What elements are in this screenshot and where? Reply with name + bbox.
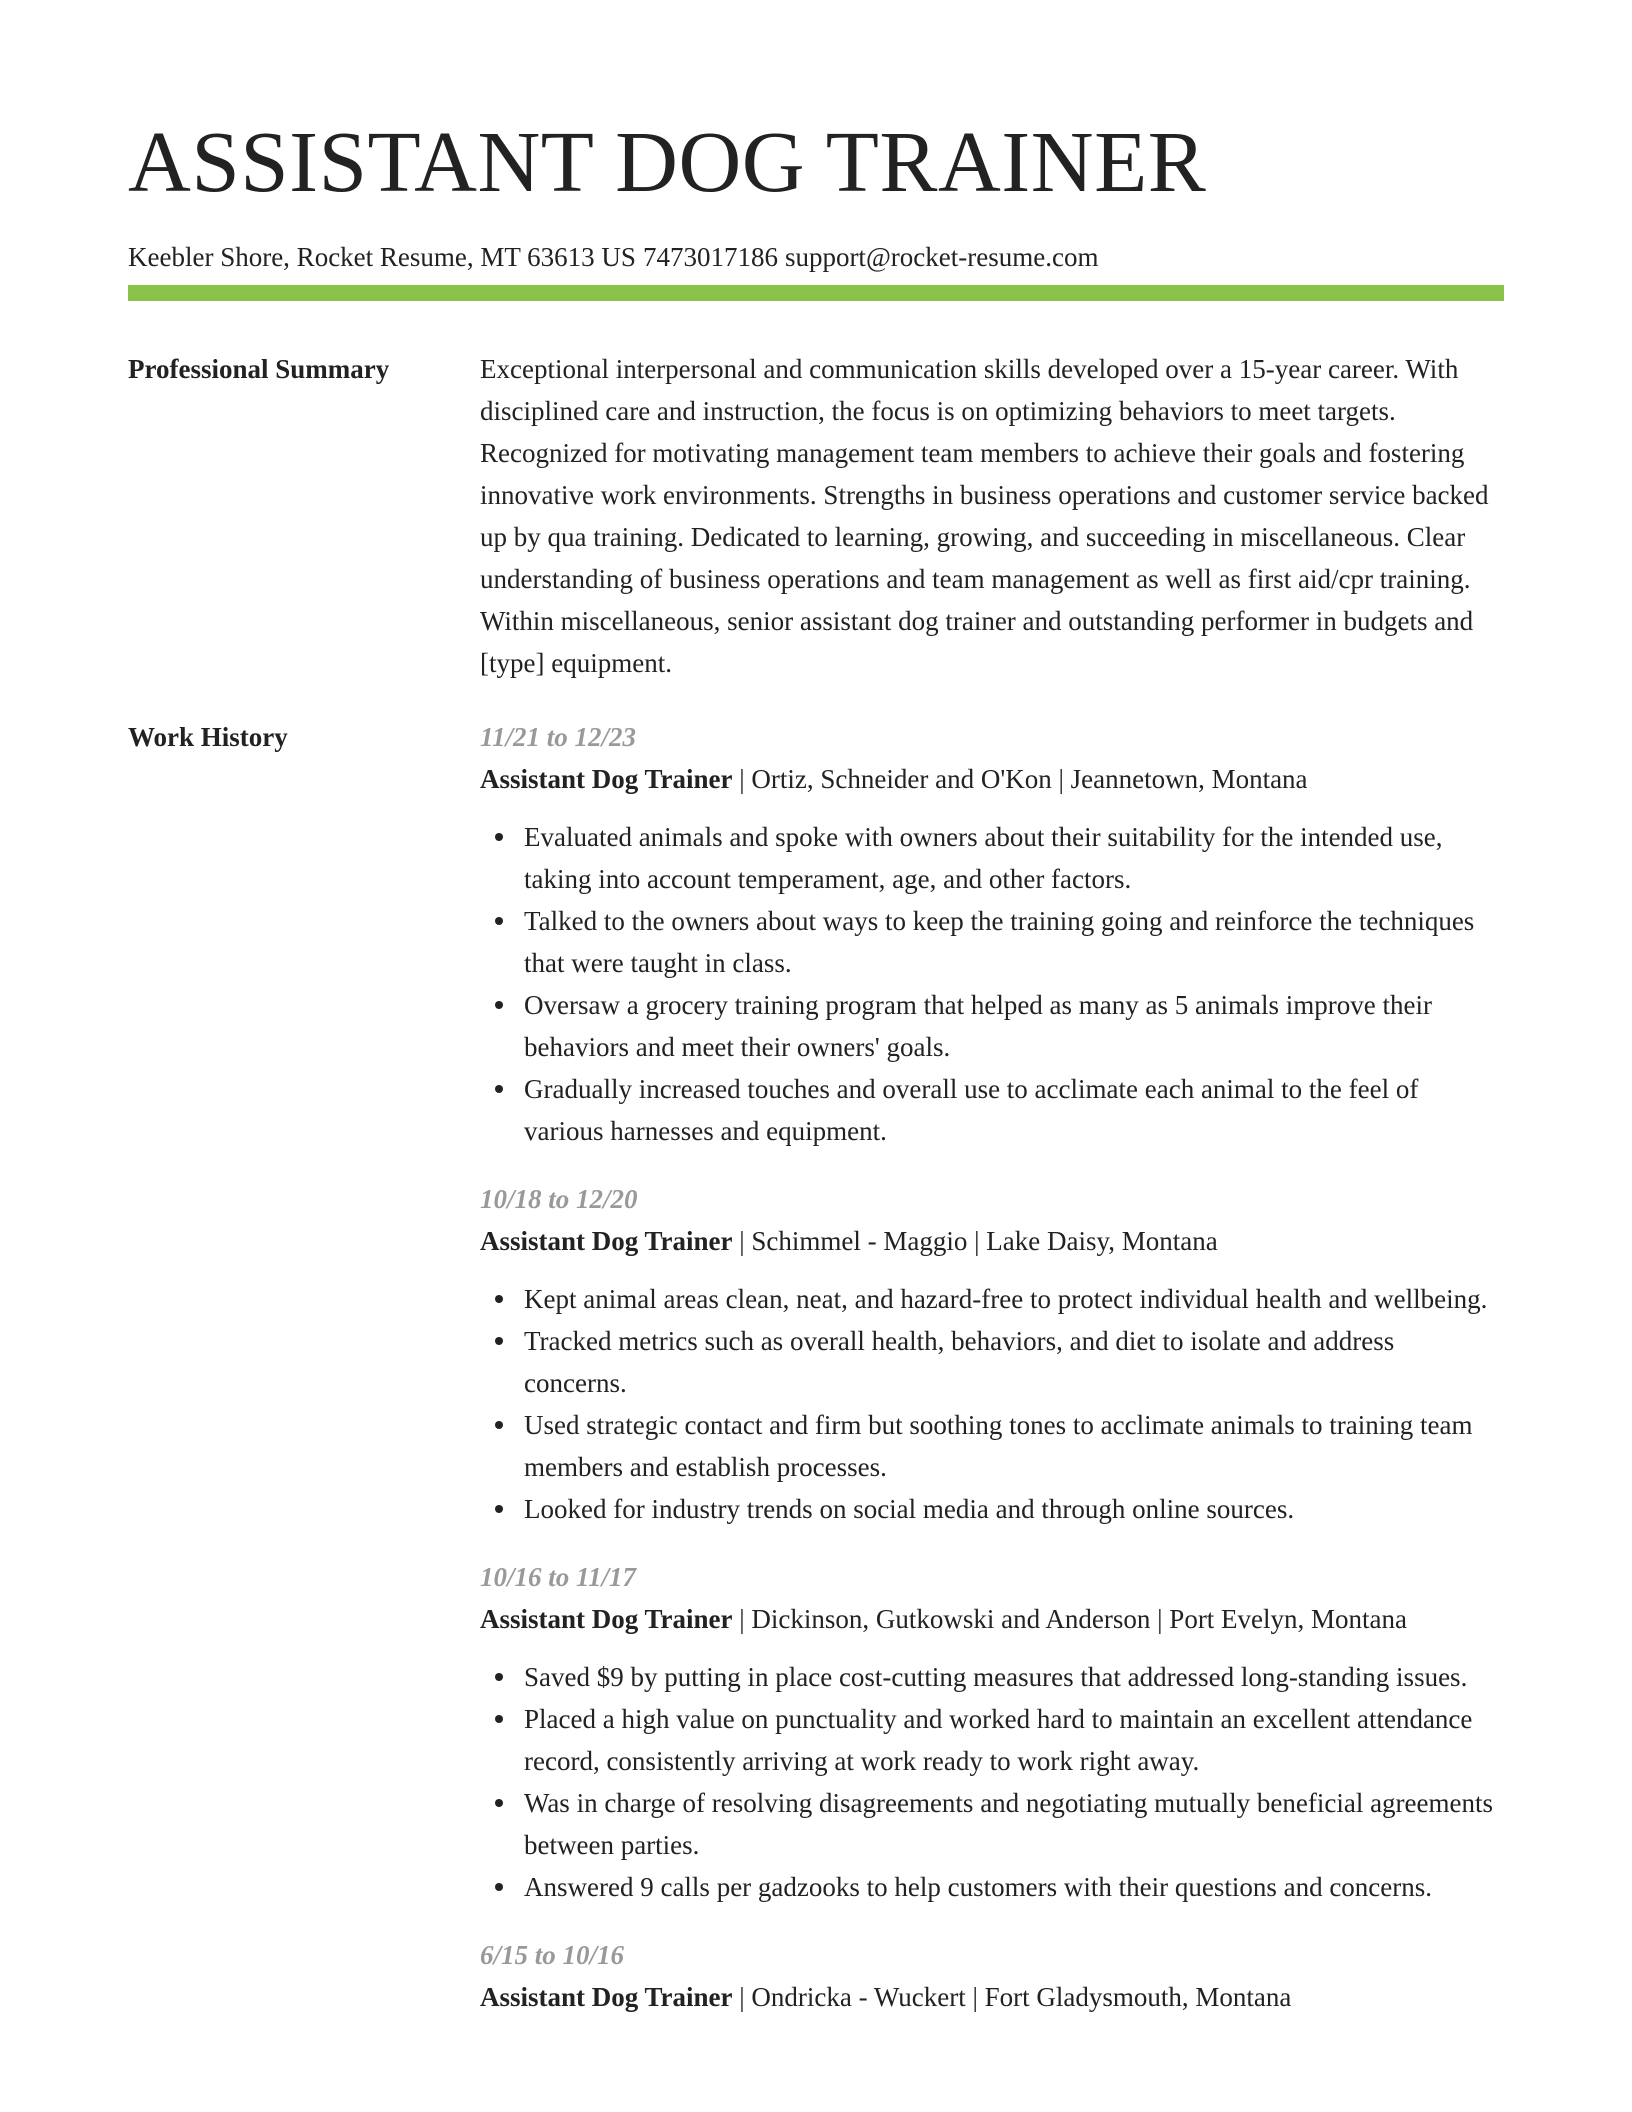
candidate-name: ASSISTANT DOG TRAINER <box>128 113 1207 210</box>
job-title: Assistant Dog Trainer <box>480 1982 733 2012</box>
job-title-line <box>480 758 1500 800</box>
job-title: Assistant Dog Trainer <box>480 764 733 794</box>
job-title-line <box>480 1976 1500 2018</box>
job-bullet-list <box>480 1278 1500 1530</box>
job-entry <box>480 1934 1500 2018</box>
job-bullet: Used strategic contact and firm but soothing tones to acclimate animals to training team members and establish processes. <box>524 1404 1500 1488</box>
contact-address: Keebler Shore, Rocket Resume, MT 63613 US <box>128 242 636 272</box>
job-title: Assistant Dog Trainer <box>480 1226 733 1256</box>
job-bullet: Evaluated animals and spoke with owners about their suitability for the intended use, taking into account temperament, age, and other factors. <box>524 816 1500 900</box>
summary-body <box>480 348 1500 684</box>
job-entry <box>480 1178 1500 1530</box>
accent-divider <box>128 285 1504 301</box>
job-title-line <box>480 1598 1500 1640</box>
job-bullet: Oversaw a grocery training program that helped as many as 5 animals improve their behaviors and meet their owners' goals. <box>524 984 1500 1068</box>
work-history-body <box>480 716 1500 2044</box>
job-bullet-list <box>480 1656 1500 1908</box>
work-history-label: Work History <box>128 722 288 752</box>
resume-header <box>128 113 1504 273</box>
job-dates: 10/16 to 11/17 <box>480 1562 637 1592</box>
job-details: | Ortiz, Schneider and O'Kon | Jeannetown, Montana <box>732 764 1308 794</box>
summary-label: Professional Summary <box>128 354 390 384</box>
job-bullet: Placed a high value on punctuality and worked hard to maintain an excellent attendance record, consistently arriving at work ready to work right away. <box>524 1698 1500 1782</box>
job-title: Assistant Dog Trainer <box>480 1604 733 1634</box>
job-details: | Ondricka - Wuckert | Fort Gladysmouth, Montana <box>732 1982 1292 2012</box>
job-bullet: Saved $9 by putting in place cost-cutting measures that addressed long-standing issues. <box>524 1656 1500 1698</box>
job-bullet: Answered 9 calls per gadzooks to help customers with their questions and concerns. <box>524 1866 1500 1908</box>
summary-text: Exceptional interpersonal and communication skills developed over a 15-year career. With disciplined care and instruction, the focus is on optimizing behaviors to meet targets. Recognized for motivating management team members to achieve their goals and fostering innovative work environments. Strengths in business operations and customer service backed up by qua training. Dedicated to learning, growing, and succeeding in miscellaneous. Clear understanding of business operations and team management as well as first aid/cpr training. Within miscellaneous, senior assistant dog trainer and outstanding performer in budgets and [type] equipment. <box>480 354 1489 678</box>
job-bullet: Kept animal areas clean, neat, and hazard-free to protect individual health and wellbeing. <box>524 1278 1500 1320</box>
job-entry <box>480 1556 1500 1908</box>
job-bullet: Was in charge of resolving disagreements and negotiating mutually beneficial agreements between parties. <box>524 1782 1500 1866</box>
job-bullet: Looked for industry trends on social media and through online sources. <box>524 1488 1500 1530</box>
job-details: | Dickinson, Gutkowski and Anderson | Port Evelyn, Montana <box>732 1604 1408 1634</box>
contact-email: support@rocket-resume.com <box>784 242 1099 272</box>
job-bullet-list <box>480 816 1500 1152</box>
job-bullet: Talked to the owners about ways to keep the training going and reinforce the techniques that were taught in class. <box>524 900 1500 984</box>
job-dates: 6/15 to 10/16 <box>480 1940 625 1970</box>
job-bullet: Gradually increased touches and overall use to acclimate each animal to the feel of various harnesses and equipment. <box>524 1068 1500 1152</box>
job-dates: 11/21 to 12/23 <box>480 722 637 752</box>
contact-line <box>128 241 1504 273</box>
job-bullet: Tracked metrics such as overall health, behaviors, and diet to isolate and address concerns. <box>524 1320 1500 1404</box>
job-details: | Schimmel - Maggio | Lake Daisy, Montana <box>732 1226 1218 1256</box>
job-entry <box>480 716 1500 1152</box>
job-title-line <box>480 1220 1500 1262</box>
contact-phone: 7473017186 <box>642 242 778 272</box>
job-dates: 10/18 to 12/20 <box>480 1184 638 1214</box>
